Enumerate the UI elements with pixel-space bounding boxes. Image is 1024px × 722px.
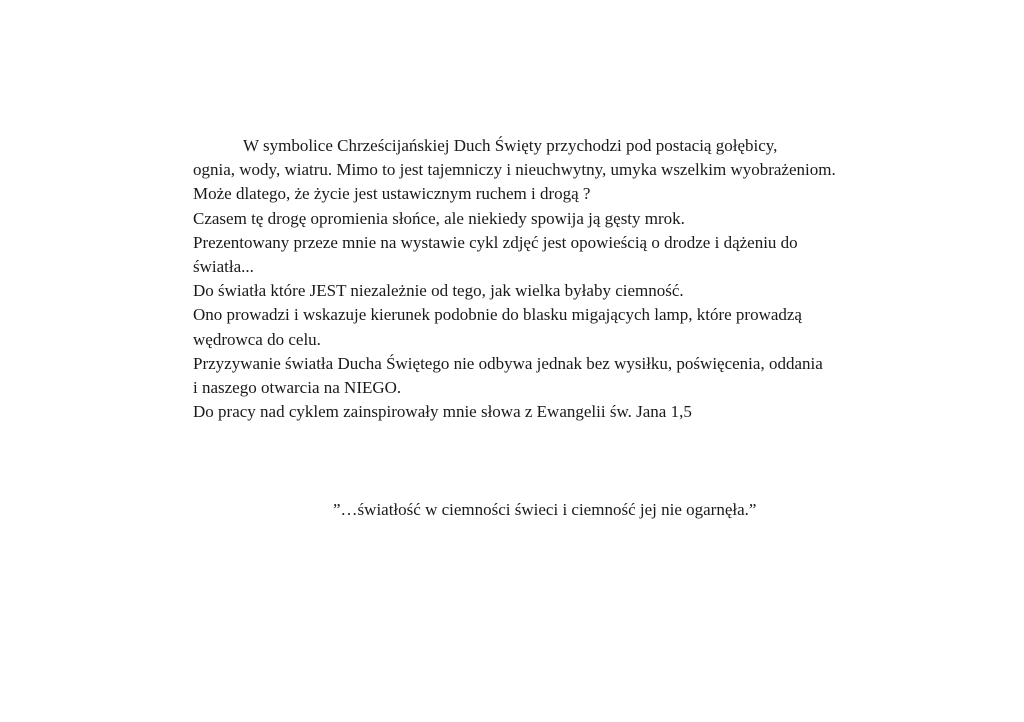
text-line: i naszego otwarcia na NIEGO. — [193, 378, 402, 398]
text-line: ognia, wody, wiatru. Mimo to jest tajemniczy i nieuchwytny, umyka wszelkim wyobrażeniom. — [193, 160, 836, 180]
text-line: światła... — [193, 257, 254, 277]
body-text — [193, 134, 983, 424]
text-line: Przyzywanie światła Ducha Świętego nie odbywa jednak bez wysiłku, poświęcenia, oddania — [193, 353, 823, 373]
text-line: Do światła które JEST niezależnie od tego, jak wielka byłaby ciemność. — [193, 281, 684, 301]
text-line: Prezentowany przeze mnie na wystawie cykl zdjęć jest opowieścią o drodze i dążeniu do — [193, 232, 798, 252]
text-line: W symbolice Chrześcijańskiej Duch Święty przychodzi pod postacią gołębicy, — [243, 136, 778, 155]
text-line: wędrowca do celu. — [193, 329, 321, 349]
text-line: Czasem tę drogę opromienia słońce, ale niekiedy spowija ją gęsty mrok. — [193, 208, 685, 228]
bible-quote: ”…światłość w ciemności świeci i ciemność jej nie ogarnęła.” — [333, 500, 757, 519]
text-line: Ono prowadzi i wskazuje kierunek podobnie do blasku migających lamp, które prowadzą — [193, 305, 802, 325]
text-line: Do pracy nad cyklem zainspirowały mnie słowa z Ewangelii św. Jana 1,5 — [193, 402, 692, 422]
text-line: Może dlatego, że życie jest ustawicznym ruchem i drogą ? — [193, 184, 591, 204]
